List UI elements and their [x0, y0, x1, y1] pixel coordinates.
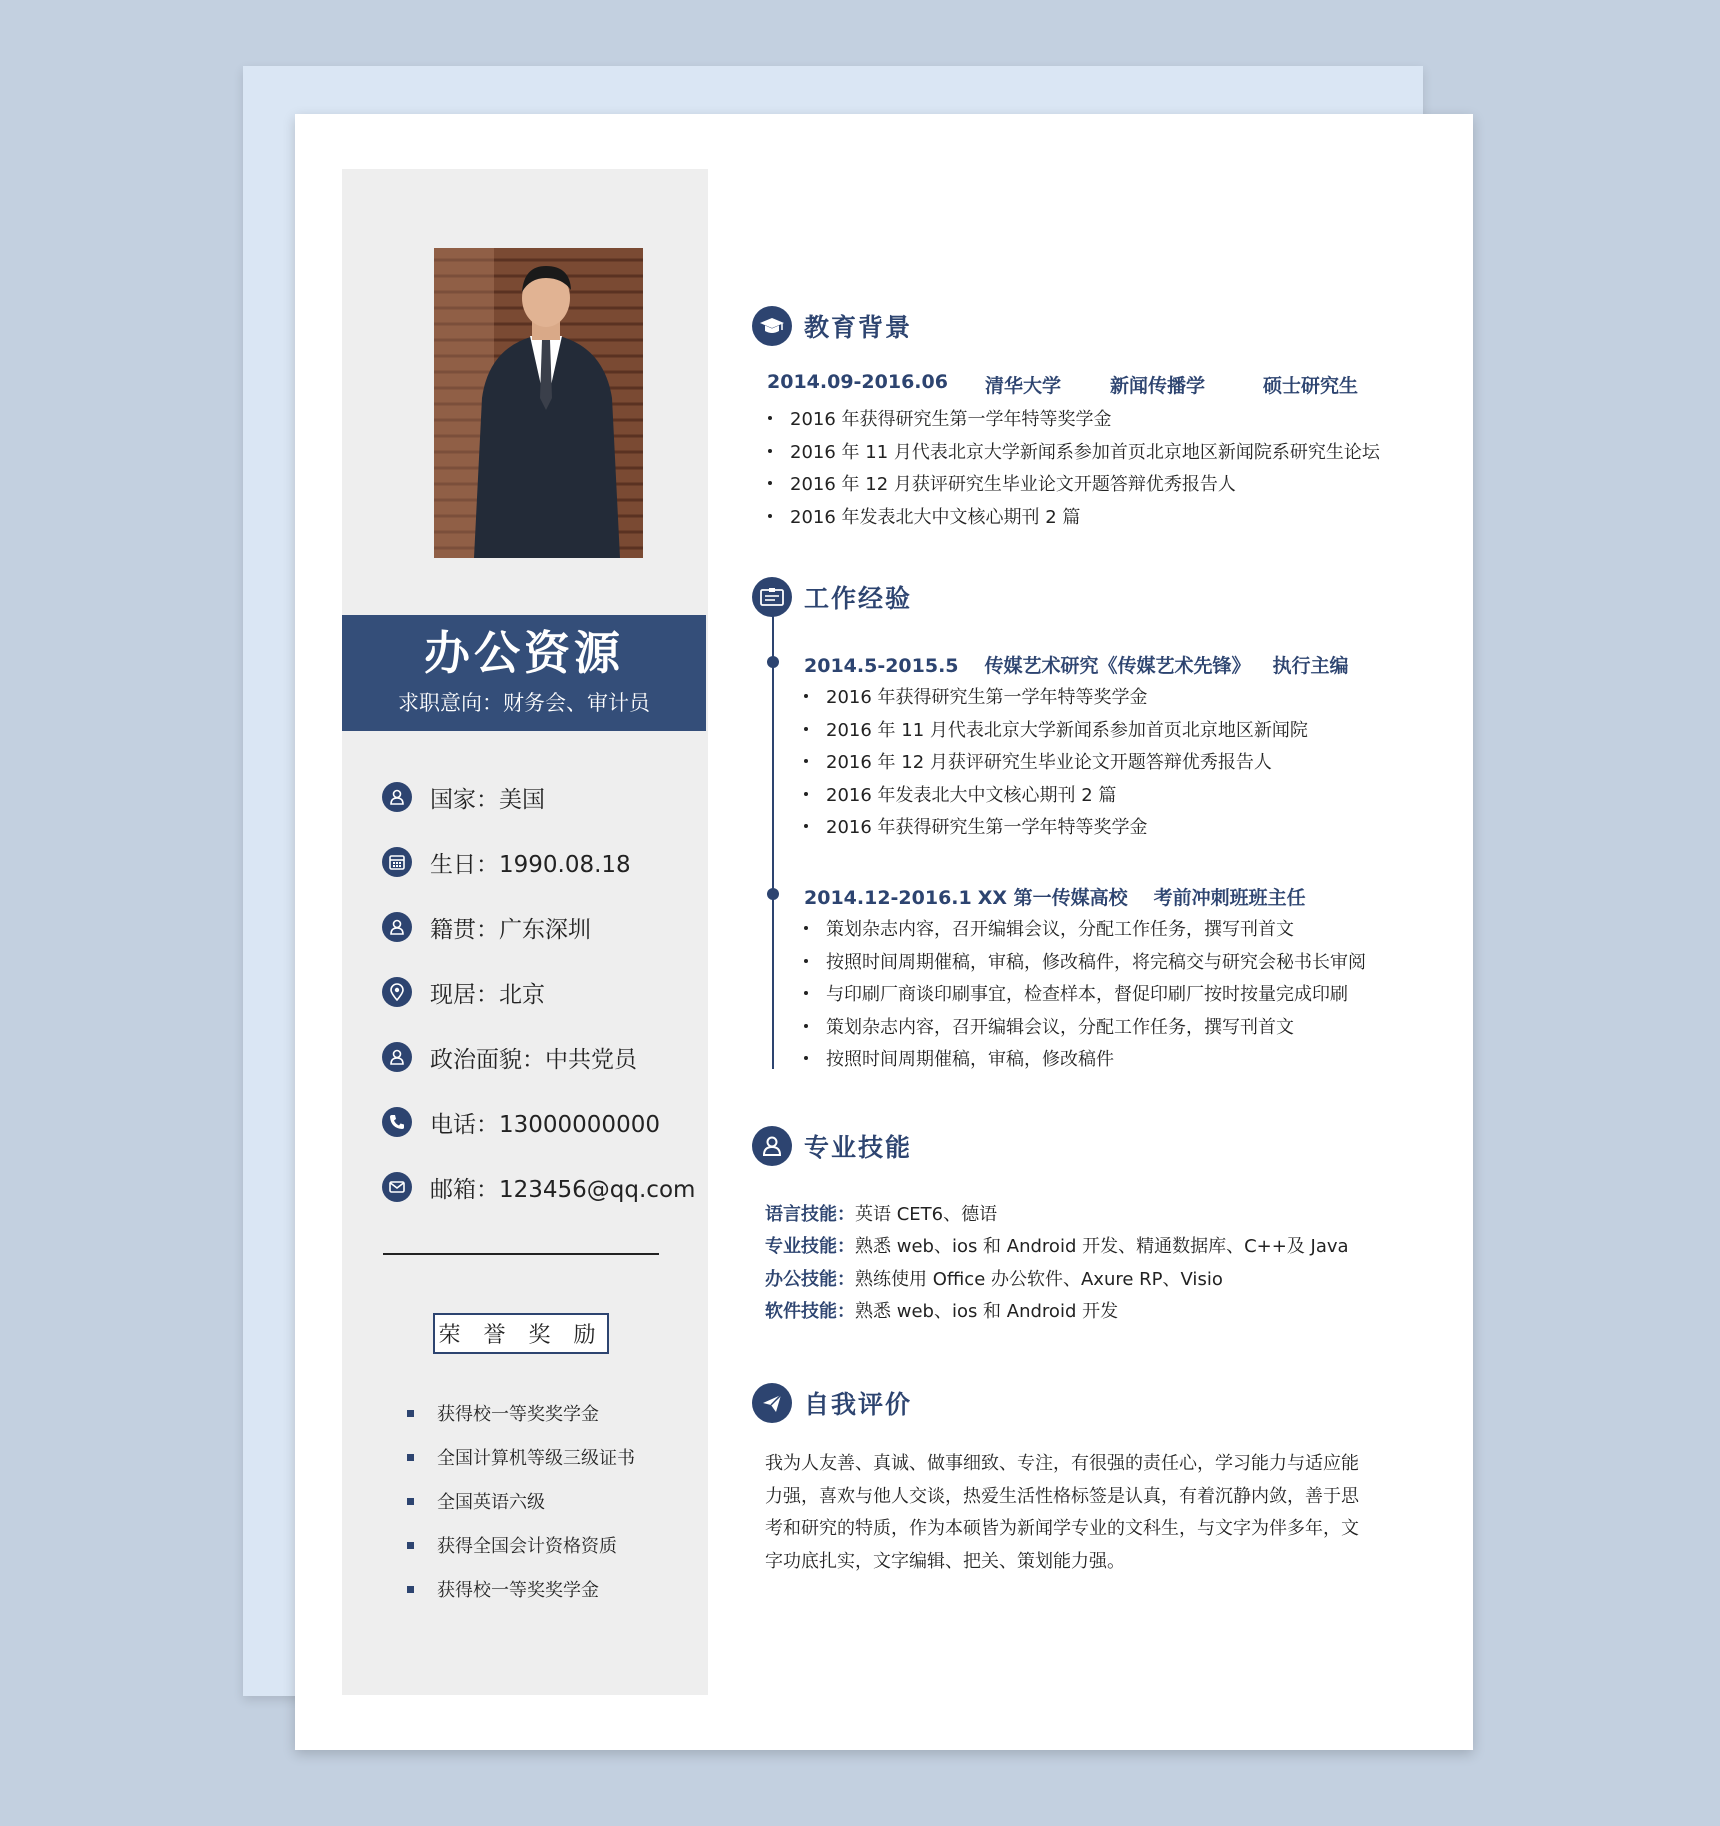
- education-school: 清华大学: [985, 375, 1062, 397]
- list-item-text: 按照时间周期催稿，审稿，修改稿件: [826, 1049, 1114, 1071]
- list-item-text: 2016 年获得研究生第一学年特等奖学金: [826, 687, 1148, 709]
- list-item: [804, 1010, 1366, 1043]
- list-item-text: 2016 年获得研究生第一学年特等奖学金: [826, 817, 1148, 839]
- job-company: 传媒艺术研究《传媒艺术先锋》: [984, 655, 1251, 677]
- job-header: [804, 883, 1306, 910]
- info-native-place: [382, 910, 591, 944]
- bullet-dot: [768, 416, 772, 420]
- education-list: [768, 402, 1380, 532]
- list-item-text: 与印刷厂商谈印刷事宜，检查样本，督促印刷厂按时按量完成印刷: [826, 984, 1348, 1006]
- timeline-line: [772, 609, 774, 1069]
- self-eval-title: 自我评价: [804, 1390, 913, 1419]
- skills-header: [752, 1126, 912, 1166]
- graduation-cap-icon: [752, 306, 792, 346]
- skill-label: 软件技能：: [765, 1301, 855, 1322]
- list-item: [768, 467, 1380, 500]
- info-text: 籍贯：广东深圳: [430, 916, 591, 943]
- bullet-square: [407, 1586, 414, 1593]
- honor-text: 获得全国会计资格资质: [437, 1536, 617, 1557]
- honor-item: [407, 1444, 635, 1470]
- skill-value: 英语 CET6、德语: [855, 1204, 998, 1225]
- list-item-text: 2016 年 12 月获评研究生毕业论文开题答辩优秀报告人: [790, 474, 1236, 496]
- list-item-text: 2016 年 12 月获评研究生毕业论文开题答辩优秀报告人: [826, 752, 1272, 774]
- paper-plane-icon: [752, 1383, 792, 1423]
- list-item-text: 2016 年 11 月代表北京大学新闻系参加首页北京地区新闻院系研究生论坛: [790, 441, 1380, 463]
- skill-row: [765, 1232, 1349, 1258]
- job-intent: 求职意向：财务会、审计员: [398, 691, 650, 715]
- job-role: 执行主编: [1272, 655, 1349, 677]
- candidate-name: 办公资源: [424, 626, 624, 680]
- self-eval-header: [752, 1383, 912, 1423]
- calendar-icon: [382, 847, 412, 877]
- work-header: [752, 577, 912, 617]
- job-period: 2014.12-2016.1: [804, 887, 972, 909]
- list-item: [768, 402, 1380, 435]
- honor-item: [407, 1488, 545, 1514]
- list-item: [768, 435, 1380, 468]
- job-company: XX 第一传媒高校: [977, 887, 1128, 909]
- timeline-dot: [767, 656, 779, 668]
- list-item-text: 按照时间周期催稿，审稿，修改稿件，将完稿交与研究会秘书长审阅: [826, 951, 1366, 973]
- honor-item: [407, 1576, 599, 1602]
- bullet-square: [407, 1498, 414, 1505]
- phone-icon: [382, 1107, 412, 1137]
- work-title: 工作经验: [804, 584, 913, 613]
- info-email: [382, 1170, 695, 1204]
- info-text: 生日：1990.08.18: [430, 851, 631, 878]
- skills-title: 专业技能: [804, 1133, 913, 1162]
- honors-title: 荣 誉 奖 励: [433, 1313, 609, 1354]
- education-title: 教育背景: [804, 313, 913, 342]
- honor-item: [407, 1400, 599, 1426]
- honor-text: 全国计算机等级三级证书: [437, 1448, 635, 1469]
- skill-value: 熟悉 web、ios 和 Android 开发: [855, 1301, 1119, 1322]
- list-item: [804, 713, 1308, 746]
- list-item: [804, 1042, 1366, 1075]
- education-major: 新闻传播学: [1110, 375, 1206, 397]
- skill-label: 语言技能：: [765, 1204, 855, 1225]
- info-politics: [382, 1040, 637, 1074]
- list-item-text: 2016 年获得研究生第一学年特等奖学金: [790, 409, 1112, 431]
- skill-row: [765, 1265, 1223, 1291]
- bullet-dot: [804, 792, 808, 796]
- list-item: [804, 810, 1308, 843]
- skill-label: 办公技能：: [765, 1269, 855, 1290]
- bullet-dot: [804, 959, 808, 963]
- list-item-text: 2016 年发表北大中文核心期刊 2 篇: [790, 506, 1081, 528]
- list-item: [804, 745, 1308, 778]
- skill-label: 专业技能：: [765, 1236, 855, 1257]
- honor-text: 获得校一等奖奖学金: [437, 1580, 599, 1601]
- list-item-text: 策划杂志内容，召开编辑会议，分配工作任务，撰写刊首文: [826, 919, 1294, 941]
- job-period: 2014.5-2015.5: [804, 655, 959, 677]
- list-item-text: 2016 年 11 月代表北京大学新闻系参加首页北京地区新闻院: [826, 719, 1308, 741]
- honor-text: 全国英语六级: [437, 1492, 545, 1513]
- name-band: [342, 615, 706, 731]
- list-item-text: 策划杂志内容，召开编辑会议，分配工作任务，撰写刊首文: [826, 1016, 1294, 1038]
- sidebar-divider: [383, 1253, 659, 1255]
- list-item: [804, 778, 1308, 811]
- list-item: [804, 945, 1366, 978]
- list-item-text: 2016 年发表北大中文核心期刊 2 篇: [826, 784, 1117, 806]
- job-role: 考前冲刺班班主任: [1153, 887, 1306, 909]
- user-icon: [382, 912, 412, 942]
- education-summary: [767, 371, 1358, 398]
- info-residence: [382, 975, 545, 1009]
- info-text: 政治面貌：中共党员: [430, 1046, 637, 1073]
- honor-text: 获得校一等奖奖学金: [437, 1404, 599, 1425]
- bullet-square: [407, 1542, 414, 1549]
- job-header: [804, 651, 1349, 678]
- profile-photo: [434, 248, 643, 558]
- honor-item: [407, 1532, 617, 1558]
- info-text: 邮箱：123456@qq.com: [430, 1176, 696, 1203]
- list-item: [804, 977, 1366, 1010]
- bullet-dot: [768, 514, 772, 518]
- skill-value: 熟悉 web、ios 和 Android 开发、精通数据库、C++及 Java: [855, 1236, 1349, 1257]
- list-item: [768, 500, 1380, 533]
- bullet-square: [407, 1454, 414, 1461]
- bullet-dot: [804, 824, 808, 828]
- timeline-dot: [767, 888, 779, 900]
- bullet-dot: [804, 694, 808, 698]
- skill-row: [765, 1200, 997, 1226]
- bullet-dot: [804, 1024, 808, 1028]
- job-duties-list: [804, 680, 1308, 843]
- bullet-dot: [768, 481, 772, 485]
- self-eval-text: 我为人友善、真诚、做事细致、专注，有很强的责任心，学习能力与适应能力强，喜欢与他人交谈，热爱生活性格标签是认真，有着沉静内敛，善于思考和研究的特质，作为本硕皆为新闻学专业的文科生，与文字为伴多年，文字功底扎实，文字编辑、把关、策划能力强。: [765, 1453, 1359, 1572]
- bullet-dot: [804, 1056, 808, 1060]
- bullet-dot: [804, 759, 808, 763]
- info-text: 电话：13000000000: [430, 1111, 660, 1138]
- bullet-dot: [804, 991, 808, 995]
- user-icon: [382, 1042, 412, 1072]
- job-duties-list: [804, 912, 1366, 1075]
- skill-row: [765, 1297, 1118, 1323]
- education-degree: 硕士研究生: [1263, 375, 1359, 397]
- location-pin-icon: [382, 977, 412, 1007]
- list-item: [804, 912, 1366, 945]
- skill-value: 熟练使用 Office 办公软件、Axure RP、Visio: [855, 1269, 1223, 1290]
- mail-icon: [382, 1172, 412, 1202]
- education-header: [752, 306, 912, 346]
- bullet-dot: [768, 449, 772, 453]
- info-text: 国家：美国: [430, 786, 545, 813]
- education-period: 2014.09-2016.06: [767, 371, 948, 393]
- info-country: [382, 780, 545, 814]
- user-icon: [752, 1126, 792, 1166]
- user-icon: [382, 782, 412, 812]
- info-birthday: [382, 845, 631, 879]
- info-phone: [382, 1105, 660, 1139]
- bullet-dot: [804, 926, 808, 930]
- bullet-square: [407, 1410, 414, 1417]
- bullet-dot: [804, 727, 808, 731]
- list-item: [804, 680, 1308, 713]
- info-text: 现居：北京: [430, 981, 545, 1008]
